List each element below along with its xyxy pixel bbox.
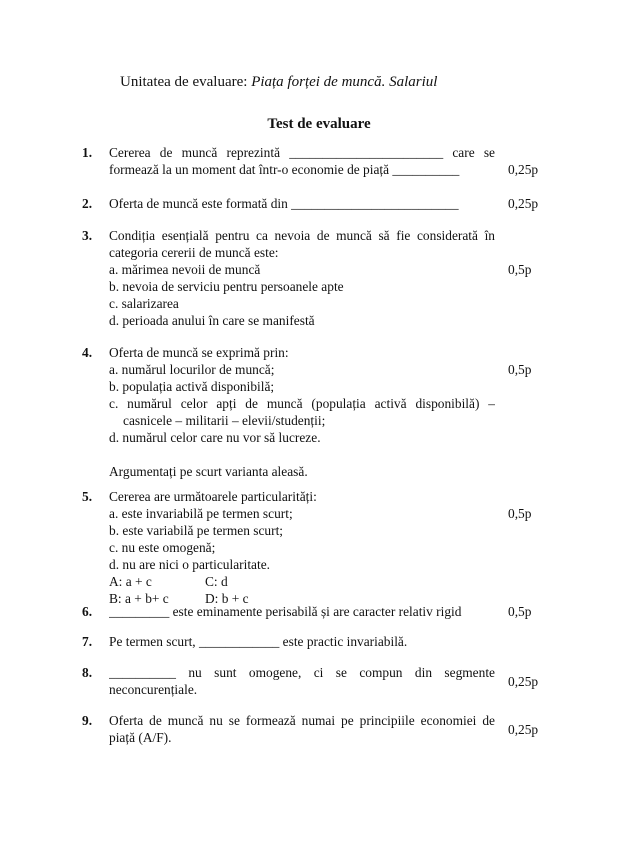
question-line: Condiția esențială pentru ca nevoia de muncă să fie considerată în — [109, 228, 495, 243]
question-text — [109, 712, 495, 746]
option-c: c. salarizarea — [109, 296, 179, 311]
question-text — [109, 227, 495, 329]
question-number: 8. — [82, 665, 93, 680]
points-label: 0,5p — [508, 362, 532, 377]
argument-instruction: Argumentați pe scurt varianta aleasă. — [109, 464, 308, 479]
points-label: 0,25p — [508, 162, 539, 177]
option-a: a. este invariabilă pe termen scurt; — [109, 506, 293, 521]
question-number: 3. — [82, 228, 93, 243]
option-c: c. numărul celor apți de muncă (populația activă disponibilă) – — [109, 396, 495, 411]
answer-combo-row — [109, 573, 495, 590]
points-label: 0,25p — [508, 674, 539, 689]
question-number: 2. — [82, 196, 93, 211]
question-line: categoria cererii de muncă este: — [109, 245, 279, 260]
option-d: d. numărul celor care nu vor să lucreze. — [109, 430, 321, 445]
question-text — [109, 195, 495, 212]
option-d: d. perioada anului în care se manifestă — [109, 313, 315, 328]
question-number: 6. — [82, 604, 93, 619]
question-text — [109, 144, 495, 178]
question-line: Cererea de muncă reprezintă _______________________ care se — [109, 145, 495, 160]
points-label: 0,5p — [508, 262, 532, 277]
question-number: 4. — [82, 345, 93, 360]
combo-d: D: b + c — [205, 591, 249, 606]
option-a: a. numărul locurilor de muncă; — [109, 362, 275, 377]
points-label: 0,5p — [508, 506, 532, 521]
combo-b: B: a + b+ c — [109, 591, 169, 606]
question-text — [109, 664, 495, 698]
page-title: Test de evaluare — [267, 116, 371, 132]
option-a: a. mărimea nevoii de muncă — [109, 262, 261, 277]
points-label: 0,5p — [508, 604, 532, 619]
option-b: b. nevoia de serviciu pentru persoanele apte — [109, 279, 344, 294]
question-line: Oferta de muncă nu se formează numai pe principiile economiei de — [109, 713, 495, 728]
question-line: Oferta de muncă este formată din _________________________ — [109, 196, 459, 211]
option-b: b. populația activă disponibilă; — [109, 379, 275, 394]
question-line: _________ este eminamente perisabilă și are caracter relativ rigid — [109, 604, 462, 619]
question-text — [109, 344, 495, 480]
question-text — [109, 603, 495, 620]
question-line: Pe termen scurt, ____________ este practic invariabilă. — [109, 634, 408, 649]
points-label: 0,25p — [508, 722, 539, 737]
option-c: c. nu este omogenă; — [109, 540, 216, 555]
question-number: 5. — [82, 489, 93, 504]
unit-heading — [120, 73, 437, 91]
question-line: __________ nu sunt omogene, ci se compun din segmente — [109, 665, 495, 680]
question-text — [109, 488, 495, 607]
question-number: 9. — [82, 713, 93, 728]
option-b: b. este variabilă pe termen scurt; — [109, 523, 284, 538]
question-line: neconcurențiale. — [109, 682, 198, 697]
question-number: 7. — [82, 634, 93, 649]
unit-name: Piața forței de muncă. Salariul — [251, 74, 438, 90]
unit-label: Unitatea de evaluare: — [120, 74, 248, 90]
question-text — [109, 633, 495, 650]
combo-c: C: d — [205, 574, 228, 589]
question-number: 1. — [82, 145, 93, 160]
question-line: formează la un moment dat într-o economie de piață __________ — [109, 162, 460, 177]
combo-a: A: a + c — [109, 574, 152, 589]
option-d: d. nu are nici o particularitate. — [109, 557, 270, 572]
question-line: Cererea are următoarele particularități: — [109, 489, 317, 504]
question-line: Oferta de muncă se exprimă prin: — [109, 345, 289, 360]
points-label: 0,25p — [508, 196, 539, 211]
question-line: piață (A/F). — [109, 730, 172, 745]
option-c-continued: casnicele – militarii – elevii/studenții; — [123, 413, 326, 428]
